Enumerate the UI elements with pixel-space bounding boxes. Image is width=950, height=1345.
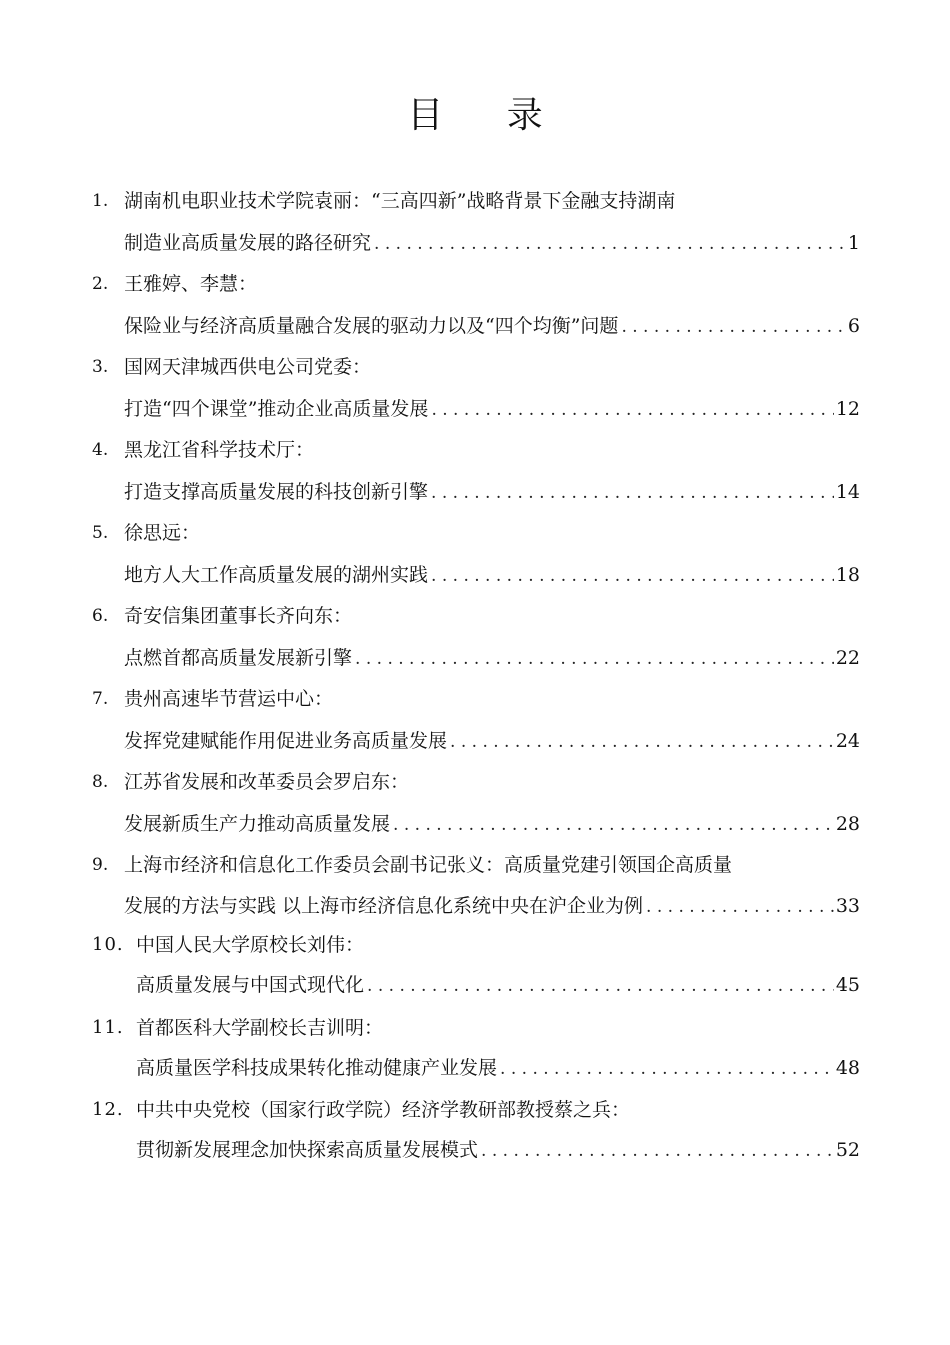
entry-page-number: 33: [835, 895, 860, 917]
entry-title: 打造“四个课堂”推动企业高质量发展: [124, 398, 429, 420]
entry-heading: 黑龙江省科学技术厅：: [124, 439, 315, 461]
entry-heading: 奇安信集团董事长齐向东：: [124, 605, 353, 627]
entry-page-number: 45: [835, 974, 860, 996]
entry-title: 高质量医学科技成果转化推动健康产业发展: [136, 1057, 498, 1079]
leader-dots: [428, 395, 833, 425]
entry-number: 8.: [92, 772, 109, 792]
entry-page-number: 18: [835, 564, 860, 586]
page-title: 目 录: [407, 95, 569, 136]
entry-number: 9.: [92, 855, 109, 875]
leader-dots: [497, 1054, 834, 1084]
entry-title: 发挥党建赋能作用促进业务高质量发展: [124, 730, 448, 752]
entry-heading: 江苏省发展和改革委员会罗启东：: [124, 771, 410, 793]
entry-page-number: 12: [835, 398, 860, 420]
entry-page-number: 1: [847, 232, 860, 254]
entry-number: 3.: [92, 357, 109, 377]
entry-number: 2.: [92, 274, 109, 294]
entry-title: 贯彻新发展理念加快探索高质量发展模式: [136, 1139, 479, 1161]
entry-title: 高质量发展与中国式现代化: [136, 974, 365, 996]
entry-page-number: 28: [835, 813, 860, 835]
entry-page-number: 52: [835, 1139, 860, 1161]
entry-number: 11.: [92, 1017, 124, 1038]
entry-number: 5.: [92, 523, 109, 543]
entry-page-number: 24: [835, 730, 860, 752]
entry-title: 制造业高质量发展的路径研究: [124, 232, 372, 254]
entry-number: 1.: [92, 191, 109, 211]
leader-dots: [364, 971, 834, 1001]
leader-dots: [618, 312, 845, 342]
entry-title: 点燃首都高质量发展新引擎: [124, 647, 353, 669]
entry-title: 发展的方法与实践 以上海市经济信息化系统中央在沪企业为例: [124, 895, 644, 917]
entry-heading: 王雅婷、李慧：: [124, 273, 258, 295]
entry-page-number: 14: [835, 481, 860, 503]
entry-heading: 徐思远：: [124, 522, 201, 544]
entry-heading: 首都医科大学副校长吉训明：: [136, 1017, 384, 1039]
entry-heading: 湖南机电职业技术学院袁丽：“三高四新”战略背景下金融支持湖南: [124, 190, 676, 212]
entry-heading: 国网天津城西供电公司党委：: [124, 356, 372, 378]
entry-title: 保险业与经济高质量融合发展的驱动力以及“四个均衡”问题: [124, 315, 619, 337]
entry-page-number: 6: [847, 315, 860, 337]
leader-dots: [447, 727, 834, 757]
entry-title: 地方人大工作高质量发展的湖州实践: [124, 564, 429, 586]
entry-heading: 中国人民大学原校长刘伟：: [136, 934, 365, 956]
leader-dots: [478, 1136, 834, 1166]
entry-number: 6.: [92, 606, 109, 626]
entry-number: 10.: [92, 934, 124, 955]
entry-number: 7.: [92, 689, 109, 709]
entry-heading: 上海市经济和信息化工作委员会副书记张义：高质量党建引领国企高质量: [124, 854, 733, 876]
entry-number: 12.: [92, 1099, 124, 1120]
leader-dots: [428, 561, 834, 591]
leader-dots: [371, 229, 846, 259]
leader-dots: [352, 644, 834, 674]
entry-title: 打造支撑高质量发展的科技创新引擎: [124, 481, 429, 503]
entry-number: 4.: [92, 440, 109, 460]
entry-page-number: 48: [835, 1057, 860, 1079]
leader-dots: [643, 892, 834, 922]
entry-title: 发展新质生产力推动高质量发展: [124, 813, 391, 835]
entry-heading: 中共中央党校（国家行政学院）经济学教研部教授蔡之兵：: [136, 1099, 631, 1121]
entry-page-number: 22: [835, 647, 860, 669]
leader-dots: [390, 810, 834, 840]
leader-dots: [428, 478, 834, 508]
entry-heading: 贵州高速毕节营运中心：: [124, 688, 334, 710]
